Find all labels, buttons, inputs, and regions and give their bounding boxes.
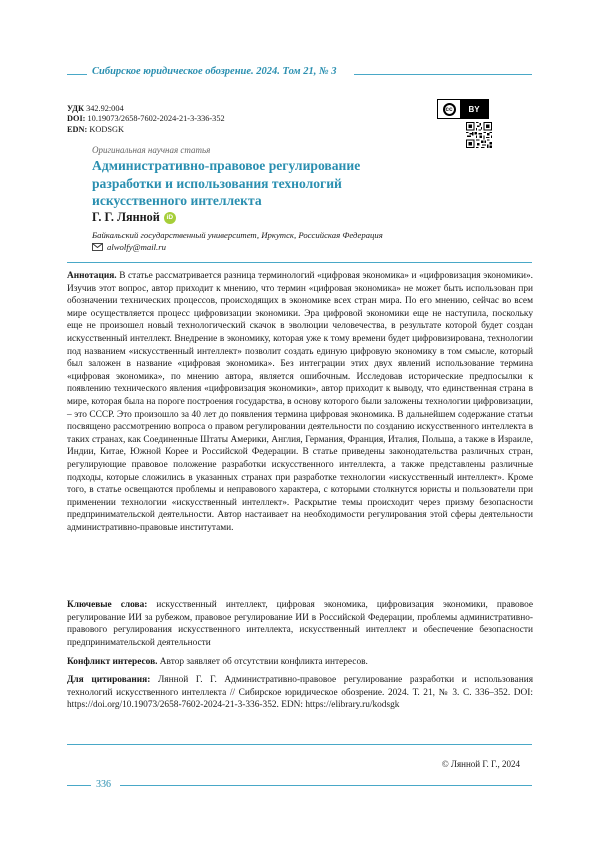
article-meta xyxy=(67,104,225,135)
cc-by-icon[interactable] xyxy=(437,99,489,119)
edn-line: EDN: KODSGK xyxy=(67,124,124,134)
keywords-text: искусственный интеллект, цифровая экономика, цифровизация экономики, правовое регулирование ИИ за рубежом, правовое регулирование ИИ в Российской Федерации, проблемы административно-правового регулирования искусственного интеллекта, искусственный интеллект и обеспечение безопасности предпринимательской деятельности xyxy=(67,600,534,648)
article-type: Оригинальная научная статья xyxy=(92,145,211,155)
citation-text: Лянной Г. Г. Административно-правовое регулирование разработки и использования технологий искусственного интеллекта // Сибирское юридическое обозрение. 2024. Т. 21, № 3. С. 336–352. DOI: https://doi.org/10.19073/2658-7602-2024-21-3-336-352. EDN: https://elibrary.ru/kodsgk xyxy=(67,675,533,711)
citation-label: Для цитирования: xyxy=(67,675,151,685)
conflict-of-interest xyxy=(67,656,533,669)
keywords xyxy=(67,599,533,649)
affiliation: Байкальский государственный университет, Иркутск, Российская Федерация xyxy=(92,230,383,240)
email-line xyxy=(92,242,166,252)
header-rule-right xyxy=(354,74,532,75)
copyright: © Лянной Г. Г., 2024 xyxy=(441,759,520,769)
article-title: Административно-правовое регулирование разработки и использования технологий искусственного интеллекта xyxy=(92,158,361,208)
qr-code-icon[interactable] xyxy=(466,122,492,148)
footer-rule-left xyxy=(67,785,91,786)
conflict-label: Конфликт интересов. xyxy=(67,657,158,667)
page-number: 336 xyxy=(96,779,111,790)
doi-link[interactable]: 10.19073/2658-7602-2024-21-3-336-352 xyxy=(87,114,225,124)
by-mark: BY xyxy=(460,100,488,118)
citation xyxy=(67,674,533,712)
conflict-text: Автор заявляет об отсутствии конфликта интересов. xyxy=(157,657,368,667)
header-rule-left xyxy=(67,74,87,75)
author-line xyxy=(92,210,176,225)
separator-bottom xyxy=(67,744,532,745)
footer-rule-right xyxy=(120,785,532,786)
udk-line: УДК 342.92:004 xyxy=(67,104,124,113)
email-link[interactable]: alwolfy@mail.ru xyxy=(107,242,166,252)
separator-top xyxy=(67,262,532,263)
abstract-text: В статье рассматривается разница терминологий «цифровая экономика» и «цифровизация экономики». Изучив этот вопрос, автор приходит к мнению, что термин «цифровая экономика» не может быть использован при обозначении технических процессов, происходящих в экономике всех стран мира. По его мнению, сейчас во всем мире осуществляется процесс цифровизации экономики. Эра цифровой экономики еще не наступила, поскольку еще не произошел новый технологический скачок в эволюции человечества, в результате которой будет создан искусственный интеллект. Внедрение в экономику, которая уже к тому времени будет цифровизирована, технологии под названием «искусственный интеллект» позволит создать единую цифровую экономику в том смысле, который был заложен в название «цифровая экономика». Без интеграции этих двух явлений использование термина «цифровая экономика», по мнению автора, является ошибочным. Исследовав исторические предпосылки к появлению технического явления «цифровизация экономики», автор приходит к выводу, что единственная страна в мире, которая была на пороге построения государства, в основу которого были заложены технологии цифровизации, – это СССР. Это произошло за 40 лет до появления термина цифровая экономика. В дальнейшем содержание статьи посвящено рассмотрению вопроса о правом регулировании деятельности по созданию искусственного интеллекта в таких странах, как Соединенные Штаты Америки, Англия, Германия, Франция, Италия, Польша, а также в Израиле, Индии, Китае, Южной Корее и Российской Федерации. В статье приведены законодательства различных стран, регулирующие правовое положение разработки искусственного интеллекта, а также представлены различные подходы, которые сложились в указанных странах при разработке технологии «искусственный интеллект». Кроме того, в статье освещаются проблемы и неправового характера, с которыми столкнутся юристы и пользователи при применении технологии «искусственный интеллект». Раскрытие темы происходит через призму безопасности предпринимательской деятельности. Автор настаивает на необходимости регулирования этой сферы деятельности административно-правовые институтами. xyxy=(67,271,533,533)
cc-mark: cc xyxy=(443,103,456,116)
abstract-label: Аннотация. xyxy=(67,271,117,281)
envelope-icon xyxy=(92,243,103,251)
author-name: Г. Г. Лянной xyxy=(92,210,160,224)
doi-line: DOI: 10.19073/2658-7602-2024-21-3-336-352 xyxy=(67,114,225,124)
journal-header: Сибирское юридическое обозрение. 2024. Том 21, № 3 xyxy=(92,66,337,77)
orcid-icon[interactable]: iD xyxy=(164,212,176,224)
keywords-label: Ключевые слова: xyxy=(67,600,148,610)
abstract xyxy=(67,270,533,534)
